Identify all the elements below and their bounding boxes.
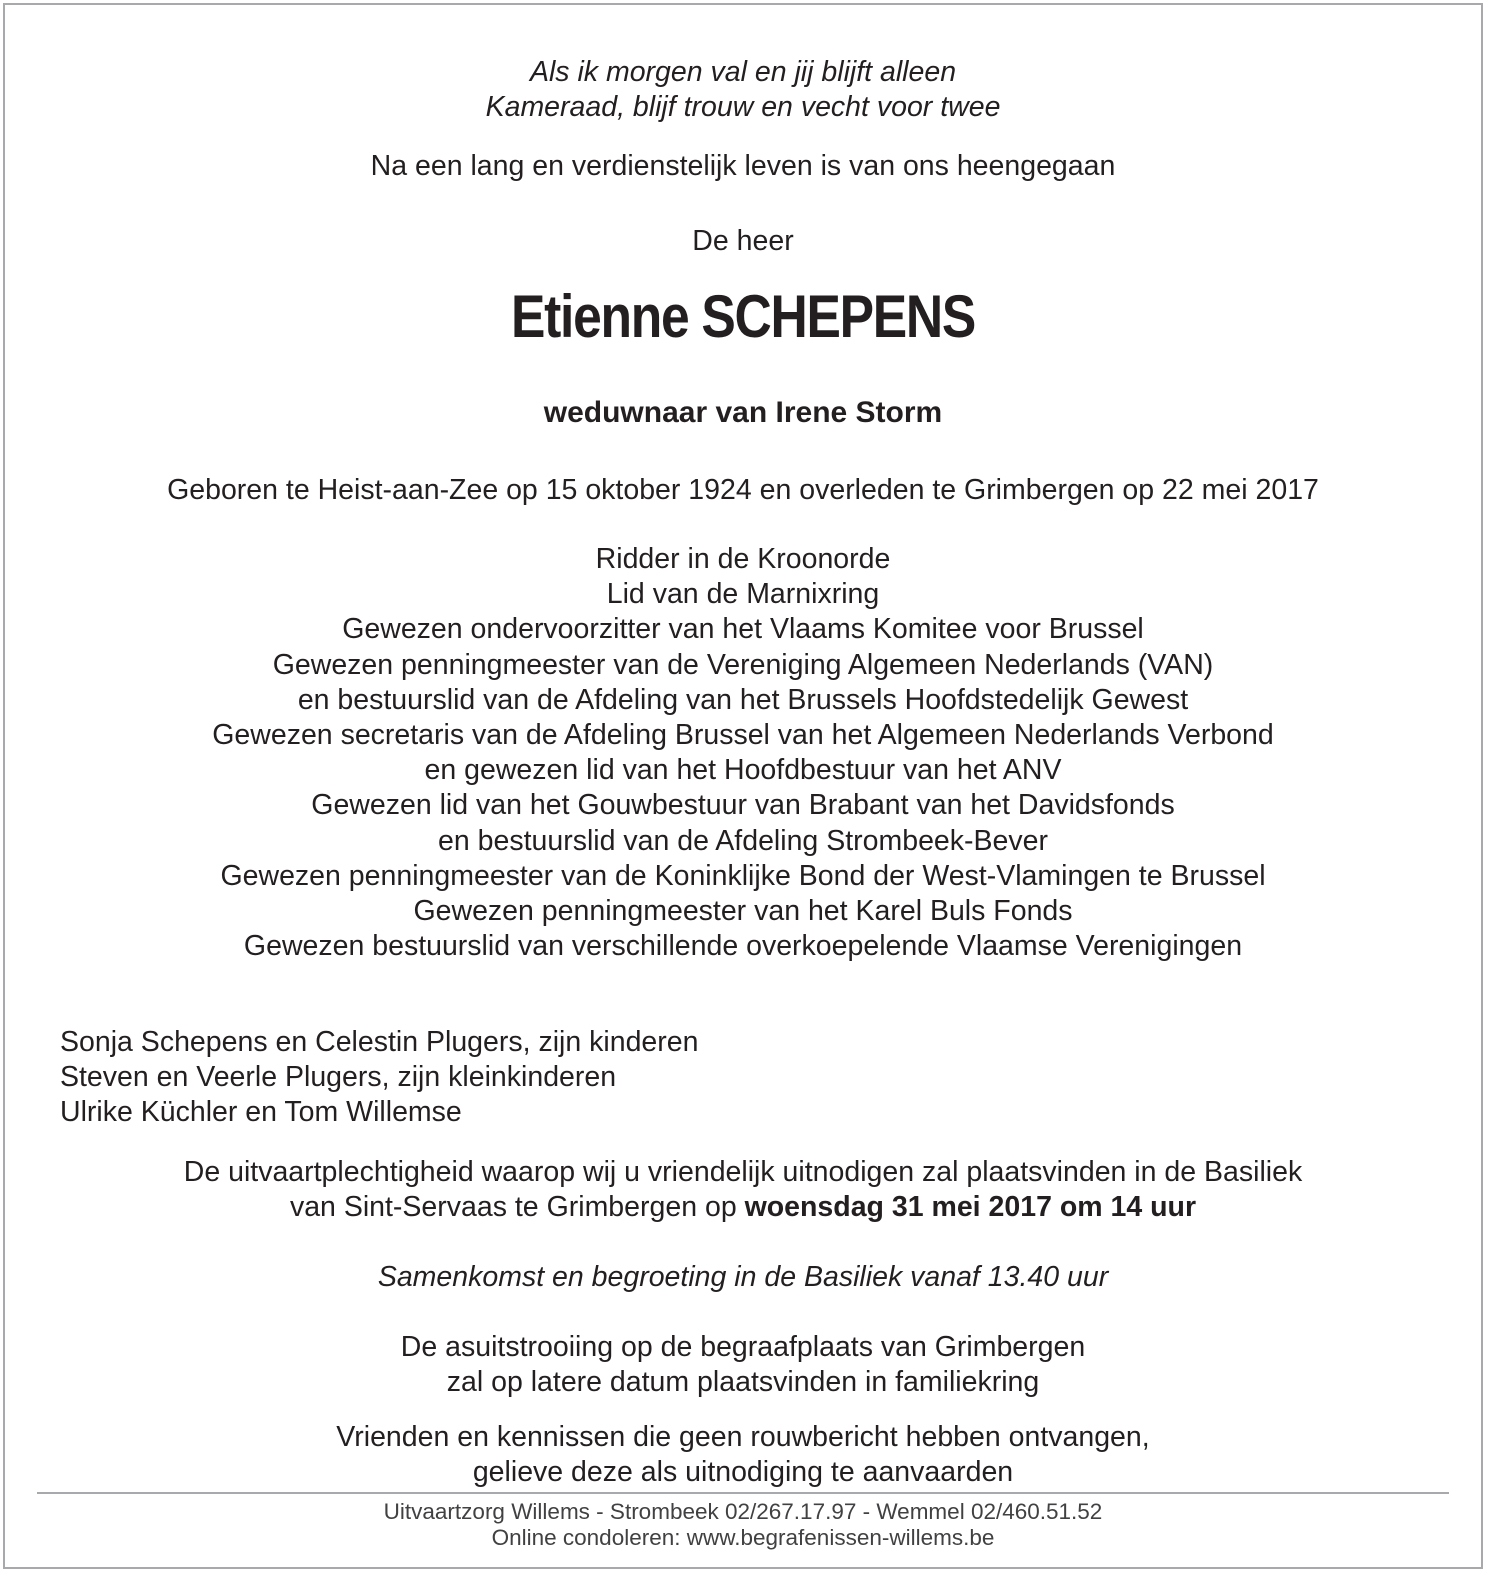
ceremony-datetime: woensdag 31 mei 2017 om 14 uur [744,1191,1197,1223]
title-item: Gewezen penningmeester van de Koninklijke Bond der West-Vlamingen te Brussel [220,859,1266,892]
ceremony-location: van Sint-Servaas te Grimbergen op [289,1191,745,1223]
title-item: Gewezen bestuurslid van verschillende overkoepelende Vlaamse Verenigingen [243,930,1243,963]
footer [5,1499,1481,1551]
friends-line-1: Vrienden en kennissen die geen rouwbericht hebben ontvangen, [336,1421,1150,1453]
family-list [60,1025,698,1130]
ashes-line-1: De asuitstrooiing op de begraafplaats van Grimbergen [400,1331,1086,1363]
ceremony-line-2 [5,1190,1481,1225]
ceremony-info [5,1155,1481,1225]
title-item: Gewezen penningmeester van het Karel Buls Fonds [413,895,1073,928]
title-item: Lid van de Marnixring [606,578,880,611]
ceremony-line-1: De uitvaartplechtigheid waarop wij u vriendelijk uitnodigen zal plaatsvinden in de Basiliek [183,1156,1303,1188]
poem-line-1: Als ik morgen val en jij blijft alleen [529,56,957,88]
footer-divider [37,1492,1449,1494]
gathering-info: Samenkomst en begroeting in de Basiliek vanaf 13.40 uur [377,1261,1109,1293]
title-item: en bestuurslid van de Afdeling Strombeek-Bever [438,824,1048,857]
salutation: De heer [692,225,794,257]
ashes-line-2: zal op latere datum plaatsvinden in familiekring [446,1366,1040,1398]
family-item: Steven en Veerle Plugers, zijn kleinkinderen [60,1061,617,1093]
friends-line-2: gelieve deze als uitnodiging te aanvaarden [472,1456,1014,1488]
spouse-line: weduwnaar van Irene Storm [543,396,943,429]
obituary-card [3,3,1483,1569]
birth-death-line: Geboren te Heist-aan-Zee op 15 oktober 1924 en overleden te Grimbergen op 22 mei 2017 [167,474,1319,506]
friends-notice [5,1420,1481,1490]
title-item: en gewezen lid van het Hoofdbestuur van het ANV [424,754,1062,787]
family-item: Ulrike Küchler en Tom Willemse [60,1096,462,1128]
title-item: Gewezen lid van het Gouwbestuur van Brabant van het Davidsfonds [311,789,1175,822]
online-condolence-link[interactable]: Online condoleren: www.begrafenissen-willems.be [491,1525,995,1550]
title-item: Gewezen penningmeester van de Vereniging Algemeen Nederlands (VAN) [272,648,1214,681]
ashes-info [5,1330,1481,1400]
title-item: Gewezen secretaris van de Afdeling Brussel van het Algemeen Nederlands Verbond [212,719,1274,752]
title-item: Ridder in de Kroonorde [595,543,891,575]
family-item: Sonja Schepens en Celestin Plugers, zijn kinderen [60,1026,699,1058]
intro-text: Na een lang en verdienstelijk leven is van ons heengegaan [370,150,1116,182]
funeral-home-contact: Uitvaartzorg Willems - Strombeek 02/267.17.97 - Wemmel 02/460.51.52 [383,1499,1103,1524]
title-item: Gewezen ondervoorzitter van het Vlaams Komitee voor Brussel [342,613,1144,646]
poem [5,55,1481,125]
deceased-name: Etienne SCHEPENS [511,283,975,350]
titles-list [5,542,1481,964]
title-item: en bestuurslid van de Afdeling van het Brussels Hoofdstedelijk Gewest [297,683,1189,716]
poem-line-2: Kameraad, blijf trouw en vecht voor twee [485,91,1001,123]
